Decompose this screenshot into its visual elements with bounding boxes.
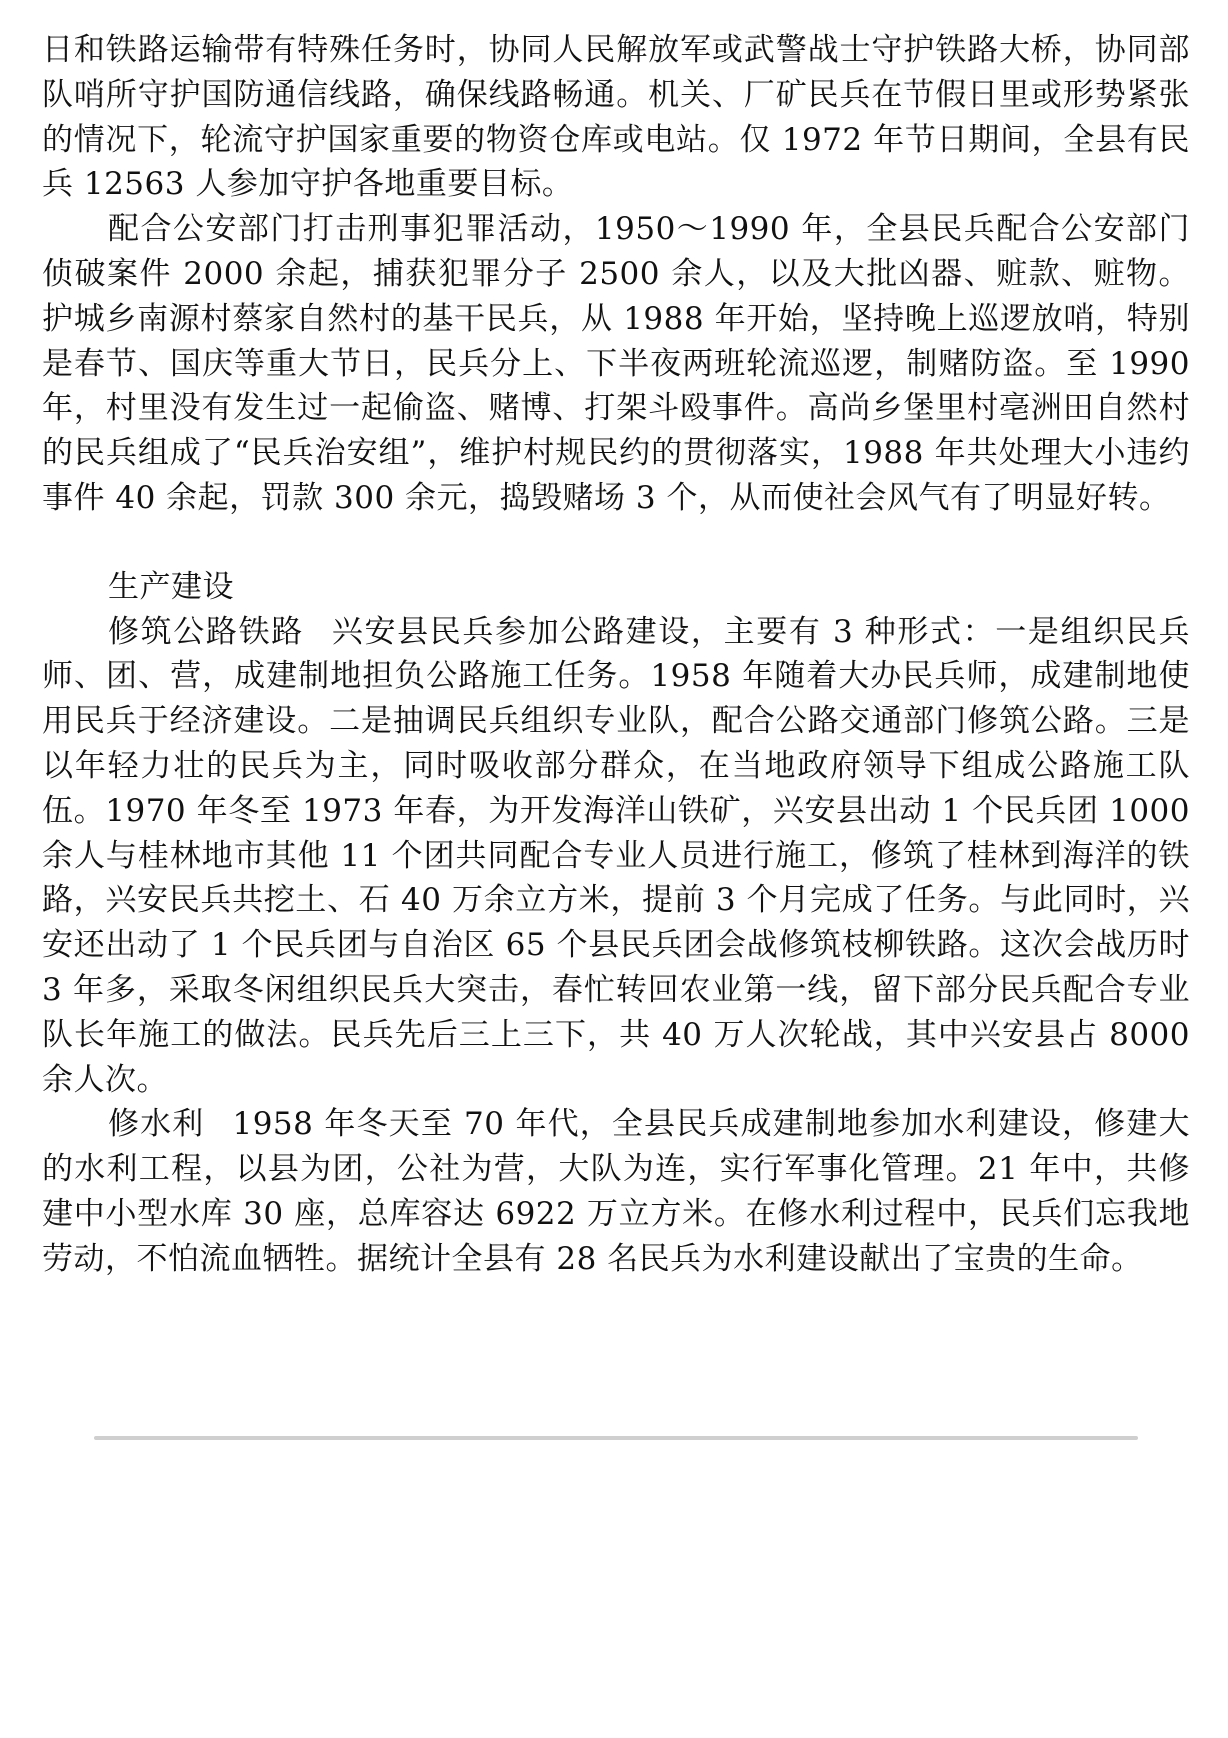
paragraph-continuation: 日和铁路运输带有特殊任务时，协同人民解放军或武警战士守护铁路大桥，协同部队哨所守护国防通信线路，确保线路畅通。机关、厂矿民兵在节假日里或形势紧张的情况下，轮流守护国家重要的物资仓库或电站。仅 1972 年节日期间，全县有民兵 12563 人参加守护各地重要目标。 (42, 32, 1190, 203)
subsection-title-water: 修水利 (108, 1106, 205, 1143)
subsection-body-water: 1958 年冬天至 70 年代，全县民兵成建制地参加水利建设，修建大的水利工程，以县为团，公社为营，大队为连，实行军事化管理。21 年中，共修建中小型水库 30 座，总库容达 6922 万立方米。在修水利过程中，民兵们忘我地劳动，不怕流血牺牲。据统计全县有 28 名民兵为水利建设献出了宝贵的生命。 (42, 1106, 1191, 1277)
paragraph-roads-railways (42, 610, 1190, 1103)
document-page (42, 28, 1190, 1282)
paragraph-public-security: 配合公安部门打击刑事犯罪活动，1950～1990 年，全县民兵配合公安部门侦破案件 2000 余起，捕获犯罪分子 2500 余人，以及大批凶器、赃款、赃物。护城乡南源村蔡家自然村的基干民兵，从 1988 年开始，坚持晚上巡逻放哨，特别是春节、国庆等重大节日，民兵分上、下半夜两班轮流巡逻，制赌防盗。至 1990 年，村里没有发生过一起偷盗、赌博、打架斗殴事件。高尚乡堡里村亳洲田自然村的民兵组成了“民兵治安组”，维护村规民约的贯彻落实，1988 年共处理大小违约事件 40 余起，罚款 300 余元，捣毁赌场 3 个，从而使社会风气有了明显好转。 (42, 211, 1190, 516)
subsection-title-roads: 修筑公路铁路 (108, 613, 304, 650)
section-heading: 生产建设 (108, 568, 234, 605)
page-end-rule (94, 1436, 1138, 1440)
section-spacer (42, 521, 1190, 565)
subsection-body-roads: 兴安县民兵参加公路建设，主要有 3 种形式：一是组织民兵师、团、营，成建制地担负公路施工任务。1958 年随着大办民兵师，成建制地使用民兵于经济建设。二是抽调民兵组织专业队，配合公路交通部门修筑公路。三是以年轻力壮的民兵为主，同时吸收部分群众，在当地政府领导下组成公路施工队伍。1970 年冬至 1973 年春，为开发海洋山铁矿，兴安县出动 1 个民兵团 1000 余人与桂林地市其他 11 个团共同配合专业人员进行施工，修筑了桂林到海洋的铁路，兴安民兵共挖土、石 40 万余立方米，提前 3 个月完成了任务。与此同时，兴安还出动了 1 个民兵团与自治区 65 个县民兵团会战修筑枝柳铁路。这次会战历时 3 年多，采取冬闲组织民兵大突击，春忙转回农业第一线，留下部分民兵配合专业队长年施工的做法。民兵先后三上三下，共 40 万人次轮战，其中兴安县占 8000 余人次。 (42, 613, 1190, 1098)
paragraph-water-conservancy (42, 1102, 1190, 1281)
